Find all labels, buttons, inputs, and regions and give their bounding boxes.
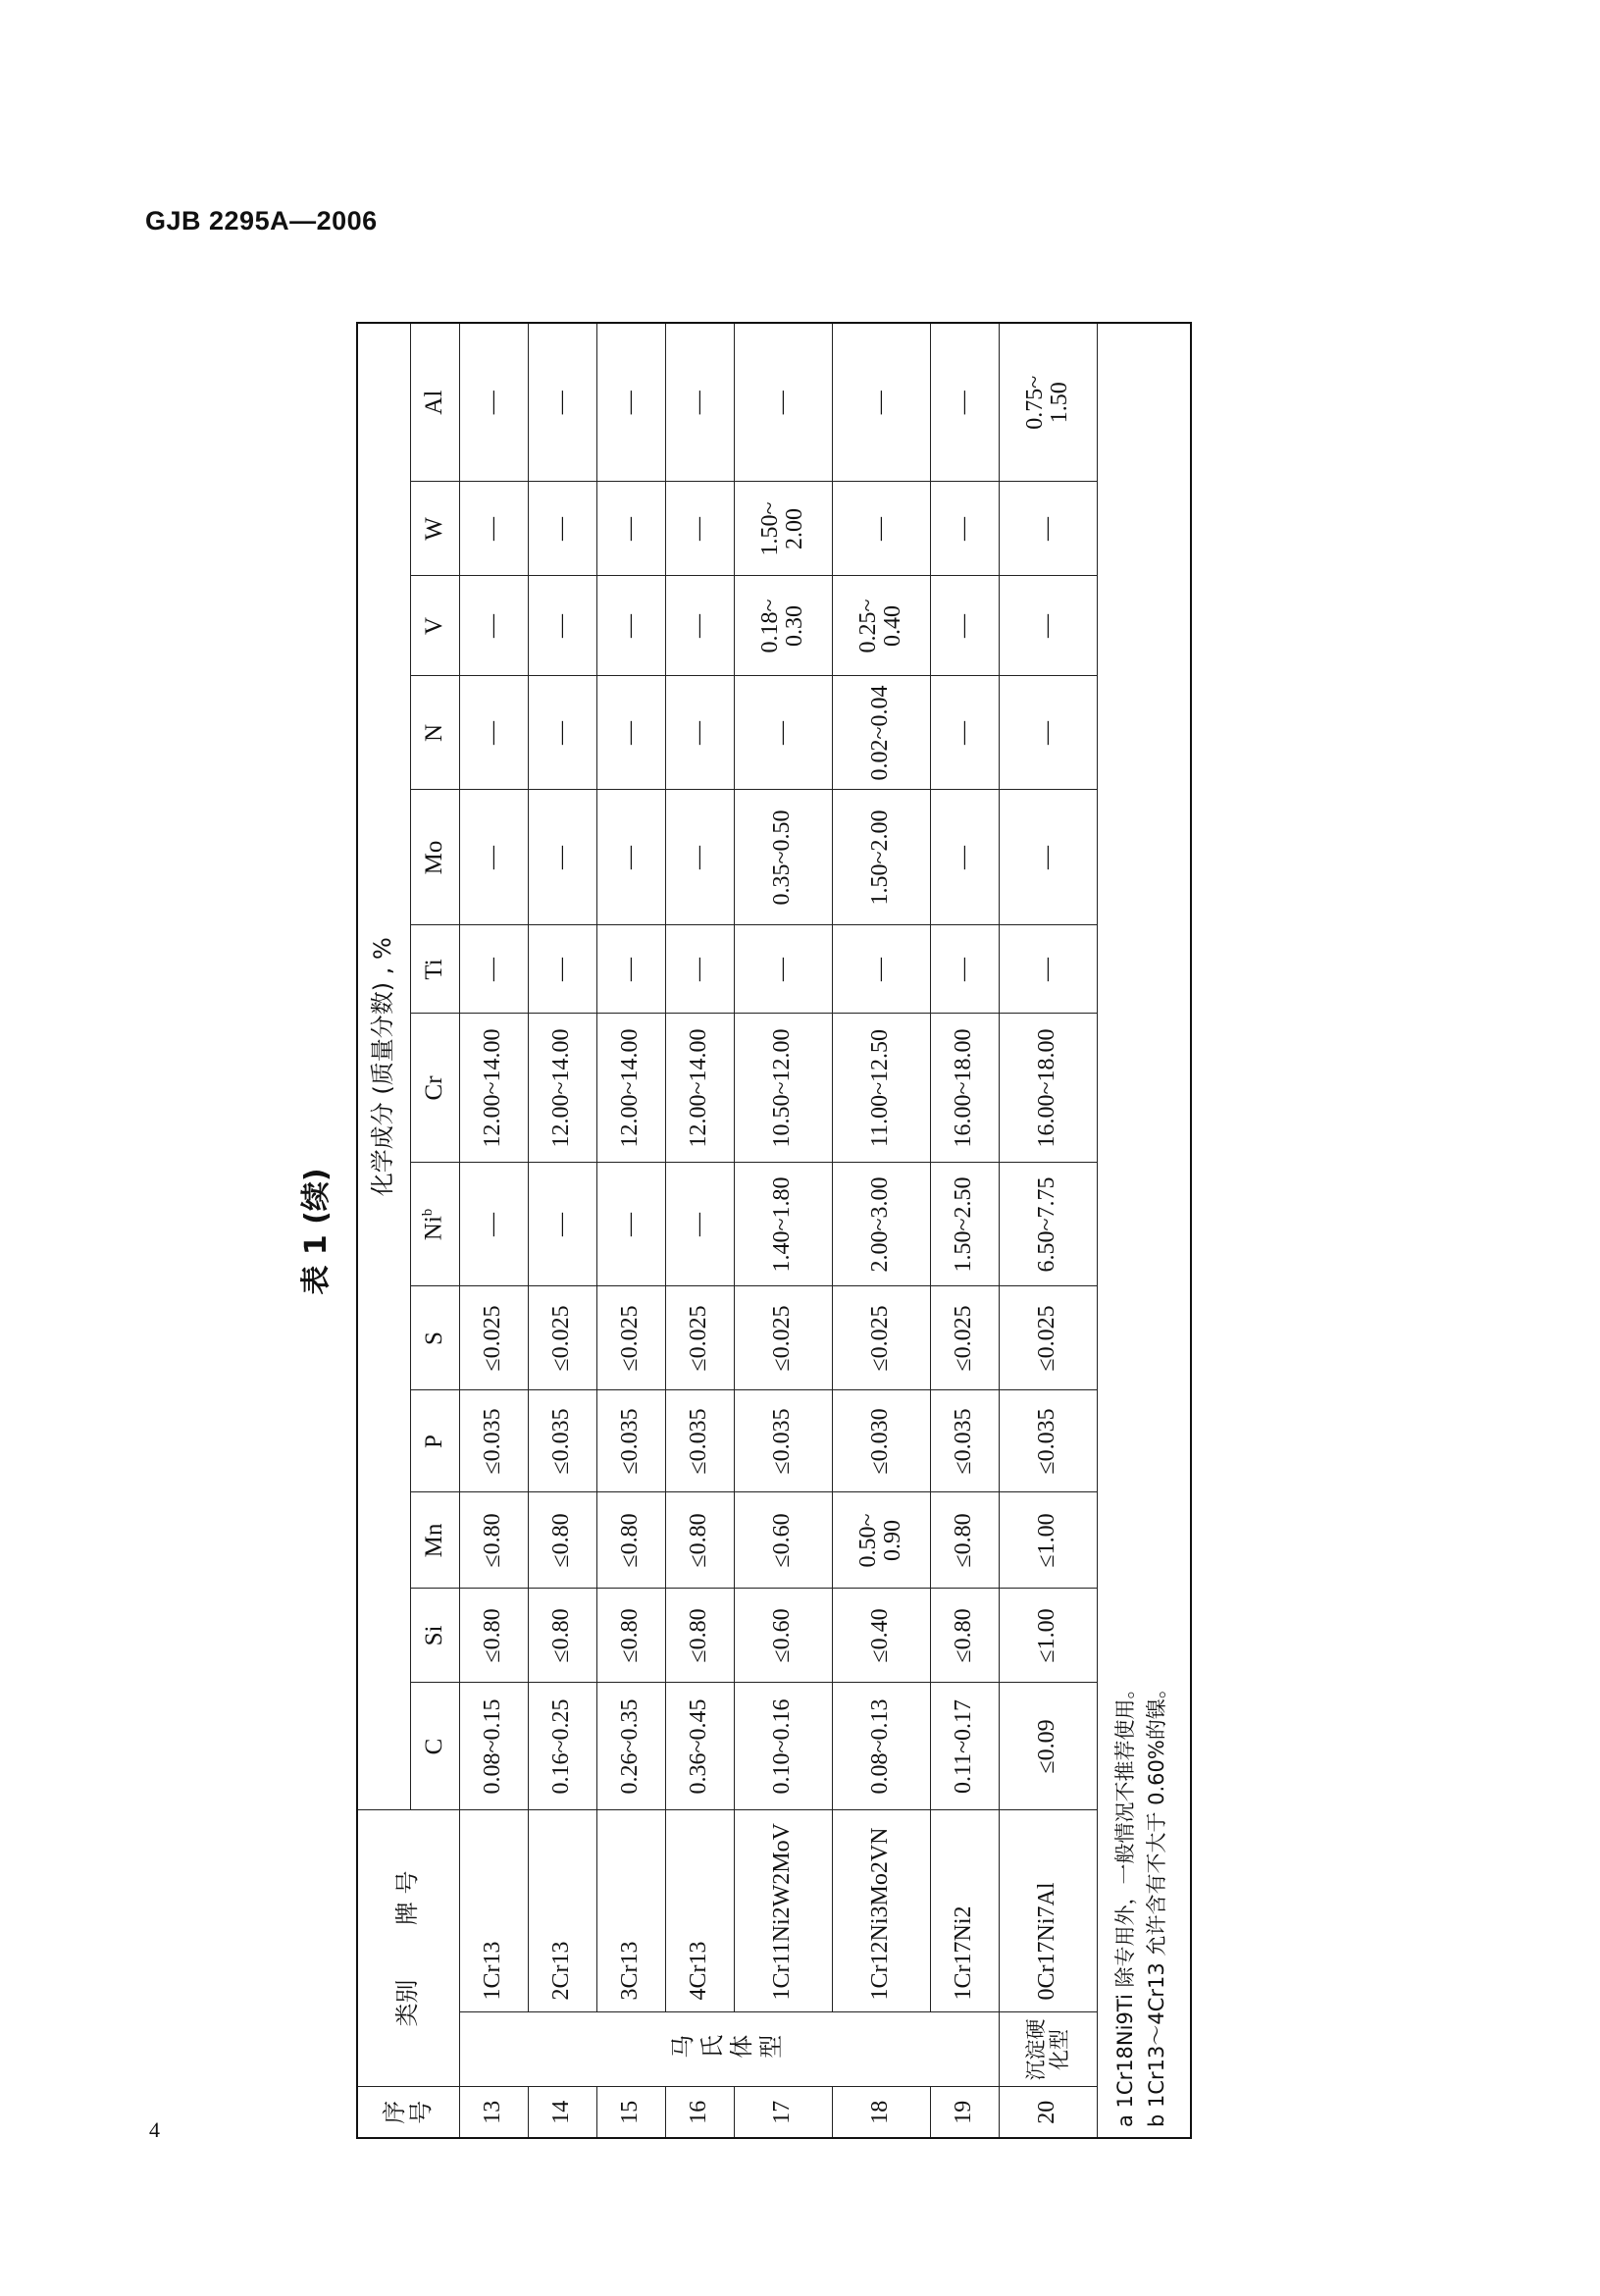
- header-element-mn: [410, 1492, 459, 1589]
- cell-ti: —: [528, 925, 596, 1014]
- cell-w: —: [459, 482, 528, 576]
- header-element-mo: [410, 790, 459, 925]
- cell-ti: —: [596, 925, 665, 1014]
- cell-w: —: [930, 482, 999, 576]
- row-seq: 19: [930, 2087, 999, 2138]
- table-row: [596, 323, 665, 2138]
- cell-si: ≤1.00: [999, 1589, 1097, 1683]
- row-seq: 14: [528, 2087, 596, 2138]
- cell-al: —: [596, 323, 665, 482]
- header-element-s: [410, 1286, 459, 1390]
- header-element-si: [410, 1589, 459, 1683]
- row-grade: 0Cr17Ni7Al: [999, 1810, 1097, 2012]
- cell-n: 0.02~0.04: [832, 676, 930, 790]
- element-symbol: Mn: [420, 1523, 447, 1558]
- cell-v: —: [930, 576, 999, 676]
- cell-cr: 12.00~14.00: [459, 1014, 528, 1163]
- category-martensite: 马氏体型: [459, 2012, 999, 2087]
- cell-mo: —: [665, 790, 734, 925]
- cell-al: —: [459, 323, 528, 482]
- cell-cr: 12.00~14.00: [528, 1014, 596, 1163]
- cell-ti: —: [665, 925, 734, 1014]
- cell-mn: ≤0.80: [930, 1492, 999, 1589]
- cell-ni: —: [528, 1163, 596, 1286]
- cell-p: ≤0.035: [665, 1390, 734, 1492]
- cell-s: ≤0.025: [930, 1286, 999, 1390]
- cell-al: —: [734, 323, 832, 482]
- row-grade: 1Cr13: [459, 1810, 528, 2012]
- cell-c: 0.36~0.45: [665, 1683, 734, 1810]
- element-symbol: W: [420, 517, 447, 541]
- cell-si: ≤0.80: [665, 1589, 734, 1683]
- cell-mo: 1.50~2.00: [832, 790, 930, 925]
- cell-n: —: [734, 676, 832, 790]
- header-element-v: [410, 576, 459, 676]
- row-seq: 17: [734, 2087, 832, 2138]
- cell-n: —: [528, 676, 596, 790]
- cell-si: ≤0.80: [528, 1589, 596, 1683]
- cell-ni: —: [665, 1163, 734, 1286]
- cell-ti: —: [832, 925, 930, 1014]
- category-precipitation-hardening: 沉淀硬化型: [999, 2012, 1097, 2087]
- cell-w: —: [528, 482, 596, 576]
- header-element-c: [410, 1683, 459, 1810]
- element-symbol: Ni: [420, 1216, 447, 1241]
- cell-w: —: [596, 482, 665, 576]
- cell-ni: 6.50~7.75: [999, 1163, 1097, 1286]
- cell-al: —: [665, 323, 734, 482]
- table-row: [528, 323, 596, 2138]
- cell-ni: —: [459, 1163, 528, 1286]
- cell-w: —: [665, 482, 734, 576]
- footnote: a 1Cr18Ni9Ti 除专用外，一般情况不推荐使用。: [1112, 1678, 1137, 2127]
- header-element-n: [410, 676, 459, 790]
- cell-s: ≤0.025: [665, 1286, 734, 1390]
- cell-s: ≤0.025: [832, 1286, 930, 1390]
- cell-v: —: [665, 576, 734, 676]
- header-category: 类别: [393, 1979, 422, 2027]
- element-symbol: S: [420, 1331, 447, 1345]
- cell-v: —: [596, 576, 665, 676]
- rotated-table-region: [287, 324, 1169, 2139]
- cell-ni: —: [596, 1163, 665, 1286]
- row-grade: 3Cr13: [596, 1810, 665, 2012]
- cell-si: ≤0.60: [734, 1589, 832, 1683]
- cell-si: ≤0.80: [596, 1589, 665, 1683]
- cell-al: —: [528, 323, 596, 482]
- footnote: b 1Cr13～4Cr13 允许含有不大于 0.60%的镍。: [1145, 1678, 1169, 2127]
- cell-n: —: [999, 676, 1097, 790]
- element-symbol: C: [420, 1738, 447, 1755]
- cell-p: ≤0.035: [596, 1390, 665, 1492]
- header-element-ti: [410, 925, 459, 1014]
- cell-s: ≤0.025: [528, 1286, 596, 1390]
- row-grade: 1Cr17Ni2: [930, 1810, 999, 2012]
- cell-mn: 0.50~ 0.90: [832, 1492, 930, 1589]
- cell-n: —: [596, 676, 665, 790]
- cell-s: ≤0.025: [459, 1286, 528, 1390]
- cell-v: —: [459, 576, 528, 676]
- element-symbol: Mo: [420, 840, 447, 875]
- element-symbol: Si: [420, 1625, 447, 1646]
- cell-v: —: [999, 576, 1097, 676]
- row-seq: 20: [999, 2087, 1097, 2138]
- cell-c: ≤0.09: [999, 1683, 1097, 1810]
- cell-cr: 10.50~12.00: [734, 1014, 832, 1163]
- cell-p: ≤0.030: [832, 1390, 930, 1492]
- cell-cr: 16.00~18.00: [999, 1014, 1097, 1163]
- cell-w: —: [999, 482, 1097, 576]
- table-row: [832, 323, 930, 2138]
- cell-si: ≤0.80: [930, 1589, 999, 1683]
- cell-p: ≤0.035: [930, 1390, 999, 1492]
- row-grade: 1Cr12Ni3Mo2VN: [832, 1810, 930, 2012]
- row-grade: 4Cr13: [665, 1810, 734, 2012]
- table-row: [734, 323, 832, 2138]
- header-category-grade: [357, 1810, 459, 2087]
- row-seq: 18: [832, 2087, 930, 2138]
- header-composition: 化学成分 (质量分数) , %: [357, 323, 410, 1810]
- row-seq: 15: [596, 2087, 665, 2138]
- cell-w: —: [832, 482, 930, 576]
- cell-v: 0.25~ 0.40: [832, 576, 930, 676]
- cell-c: 0.11~0.17: [930, 1683, 999, 1810]
- row-seq: 13: [459, 2087, 528, 2138]
- cell-v: —: [528, 576, 596, 676]
- element-symbol: V: [420, 616, 447, 636]
- cell-al: —: [930, 323, 999, 482]
- table-row: [665, 323, 734, 2138]
- cell-ni: 1.50~2.50: [930, 1163, 999, 1286]
- table-row: [930, 323, 999, 2138]
- cell-cr: 11.00~12.50: [832, 1014, 930, 1163]
- row-seq: 16: [665, 2087, 734, 2138]
- cell-n: —: [930, 676, 999, 790]
- cell-n: —: [665, 676, 734, 790]
- cell-c: 0.16~0.25: [528, 1683, 596, 1810]
- cell-ti: —: [999, 925, 1097, 1014]
- cell-s: ≤0.025: [734, 1286, 832, 1390]
- cell-mn: ≤0.80: [528, 1492, 596, 1589]
- cell-ti: —: [734, 925, 832, 1014]
- table-row: [459, 323, 528, 2138]
- footnote-ref: b: [420, 1208, 437, 1217]
- element-symbol: Ti: [420, 959, 447, 980]
- header-element-w: [410, 482, 459, 576]
- cell-n: —: [459, 676, 528, 790]
- footnotes: [1097, 323, 1191, 2138]
- cell-c: 0.26~0.35: [596, 1683, 665, 1810]
- cell-v: 0.18~ 0.30: [734, 576, 832, 676]
- cell-mo: —: [528, 790, 596, 925]
- composition-table: [356, 322, 1192, 2139]
- cell-al: —: [832, 323, 930, 482]
- cell-si: ≤0.40: [832, 1589, 930, 1683]
- row-grade: 1Cr11Ni2W2MoV: [734, 1810, 832, 2012]
- cell-mn: ≤1.00: [999, 1492, 1097, 1589]
- cell-mo: —: [999, 790, 1097, 925]
- cell-cr: 12.00~14.00: [596, 1014, 665, 1163]
- cell-al: 0.75~ 1.50: [999, 323, 1097, 482]
- cell-p: ≤0.035: [459, 1390, 528, 1492]
- cell-c: 0.10~0.16: [734, 1683, 832, 1810]
- header-element-cr: [410, 1014, 459, 1163]
- cell-p: ≤0.035: [528, 1390, 596, 1492]
- table-row: [999, 323, 1097, 2138]
- header-element-ni: [410, 1163, 459, 1286]
- cell-w: 1.50~ 2.00: [734, 482, 832, 576]
- cell-p: ≤0.035: [734, 1390, 832, 1492]
- element-symbol: N: [420, 723, 447, 743]
- cell-mn: ≤0.80: [665, 1492, 734, 1589]
- cell-p: ≤0.035: [999, 1390, 1097, 1492]
- header-element-p: [410, 1390, 459, 1492]
- cell-s: ≤0.025: [596, 1286, 665, 1390]
- element-symbol: Cr: [420, 1075, 447, 1101]
- header-row-1: [357, 323, 410, 2138]
- cell-mn: ≤0.80: [459, 1492, 528, 1589]
- cell-s: ≤0.025: [999, 1286, 1097, 1390]
- cell-ni: 2.00~3.00: [832, 1163, 930, 1286]
- cell-si: ≤0.80: [459, 1589, 528, 1683]
- element-symbol: Al: [420, 390, 447, 415]
- header-grade: 牌 号: [393, 1870, 422, 1926]
- footnote-row: [1097, 323, 1191, 2138]
- cell-ti: —: [459, 925, 528, 1014]
- row-grade: 2Cr13: [528, 1810, 596, 2012]
- element-symbol: P: [420, 1435, 447, 1448]
- cell-mo: —: [930, 790, 999, 925]
- cell-cr: 12.00~14.00: [665, 1014, 734, 1163]
- header-seq: 序号: [357, 2087, 459, 2138]
- cell-mo: 0.35~0.50: [734, 790, 832, 925]
- cell-cr: 16.00~18.00: [930, 1014, 999, 1163]
- cell-c: 0.08~0.15: [459, 1683, 528, 1810]
- cell-ti: —: [930, 925, 999, 1014]
- table-title: 表 1 (续): [299, 1168, 334, 1295]
- header-element-al: [410, 323, 459, 482]
- cell-mn: ≤0.80: [596, 1492, 665, 1589]
- cell-mo: —: [459, 790, 528, 925]
- cell-mo: —: [596, 790, 665, 925]
- cell-ni: 1.40~1.80: [734, 1163, 832, 1286]
- cell-mn: ≤0.60: [734, 1492, 832, 1589]
- page-number: 4: [149, 2117, 160, 2142]
- cell-c: 0.08~0.13: [832, 1683, 930, 1810]
- document-code: GJB 2295A—2006: [145, 206, 378, 235]
